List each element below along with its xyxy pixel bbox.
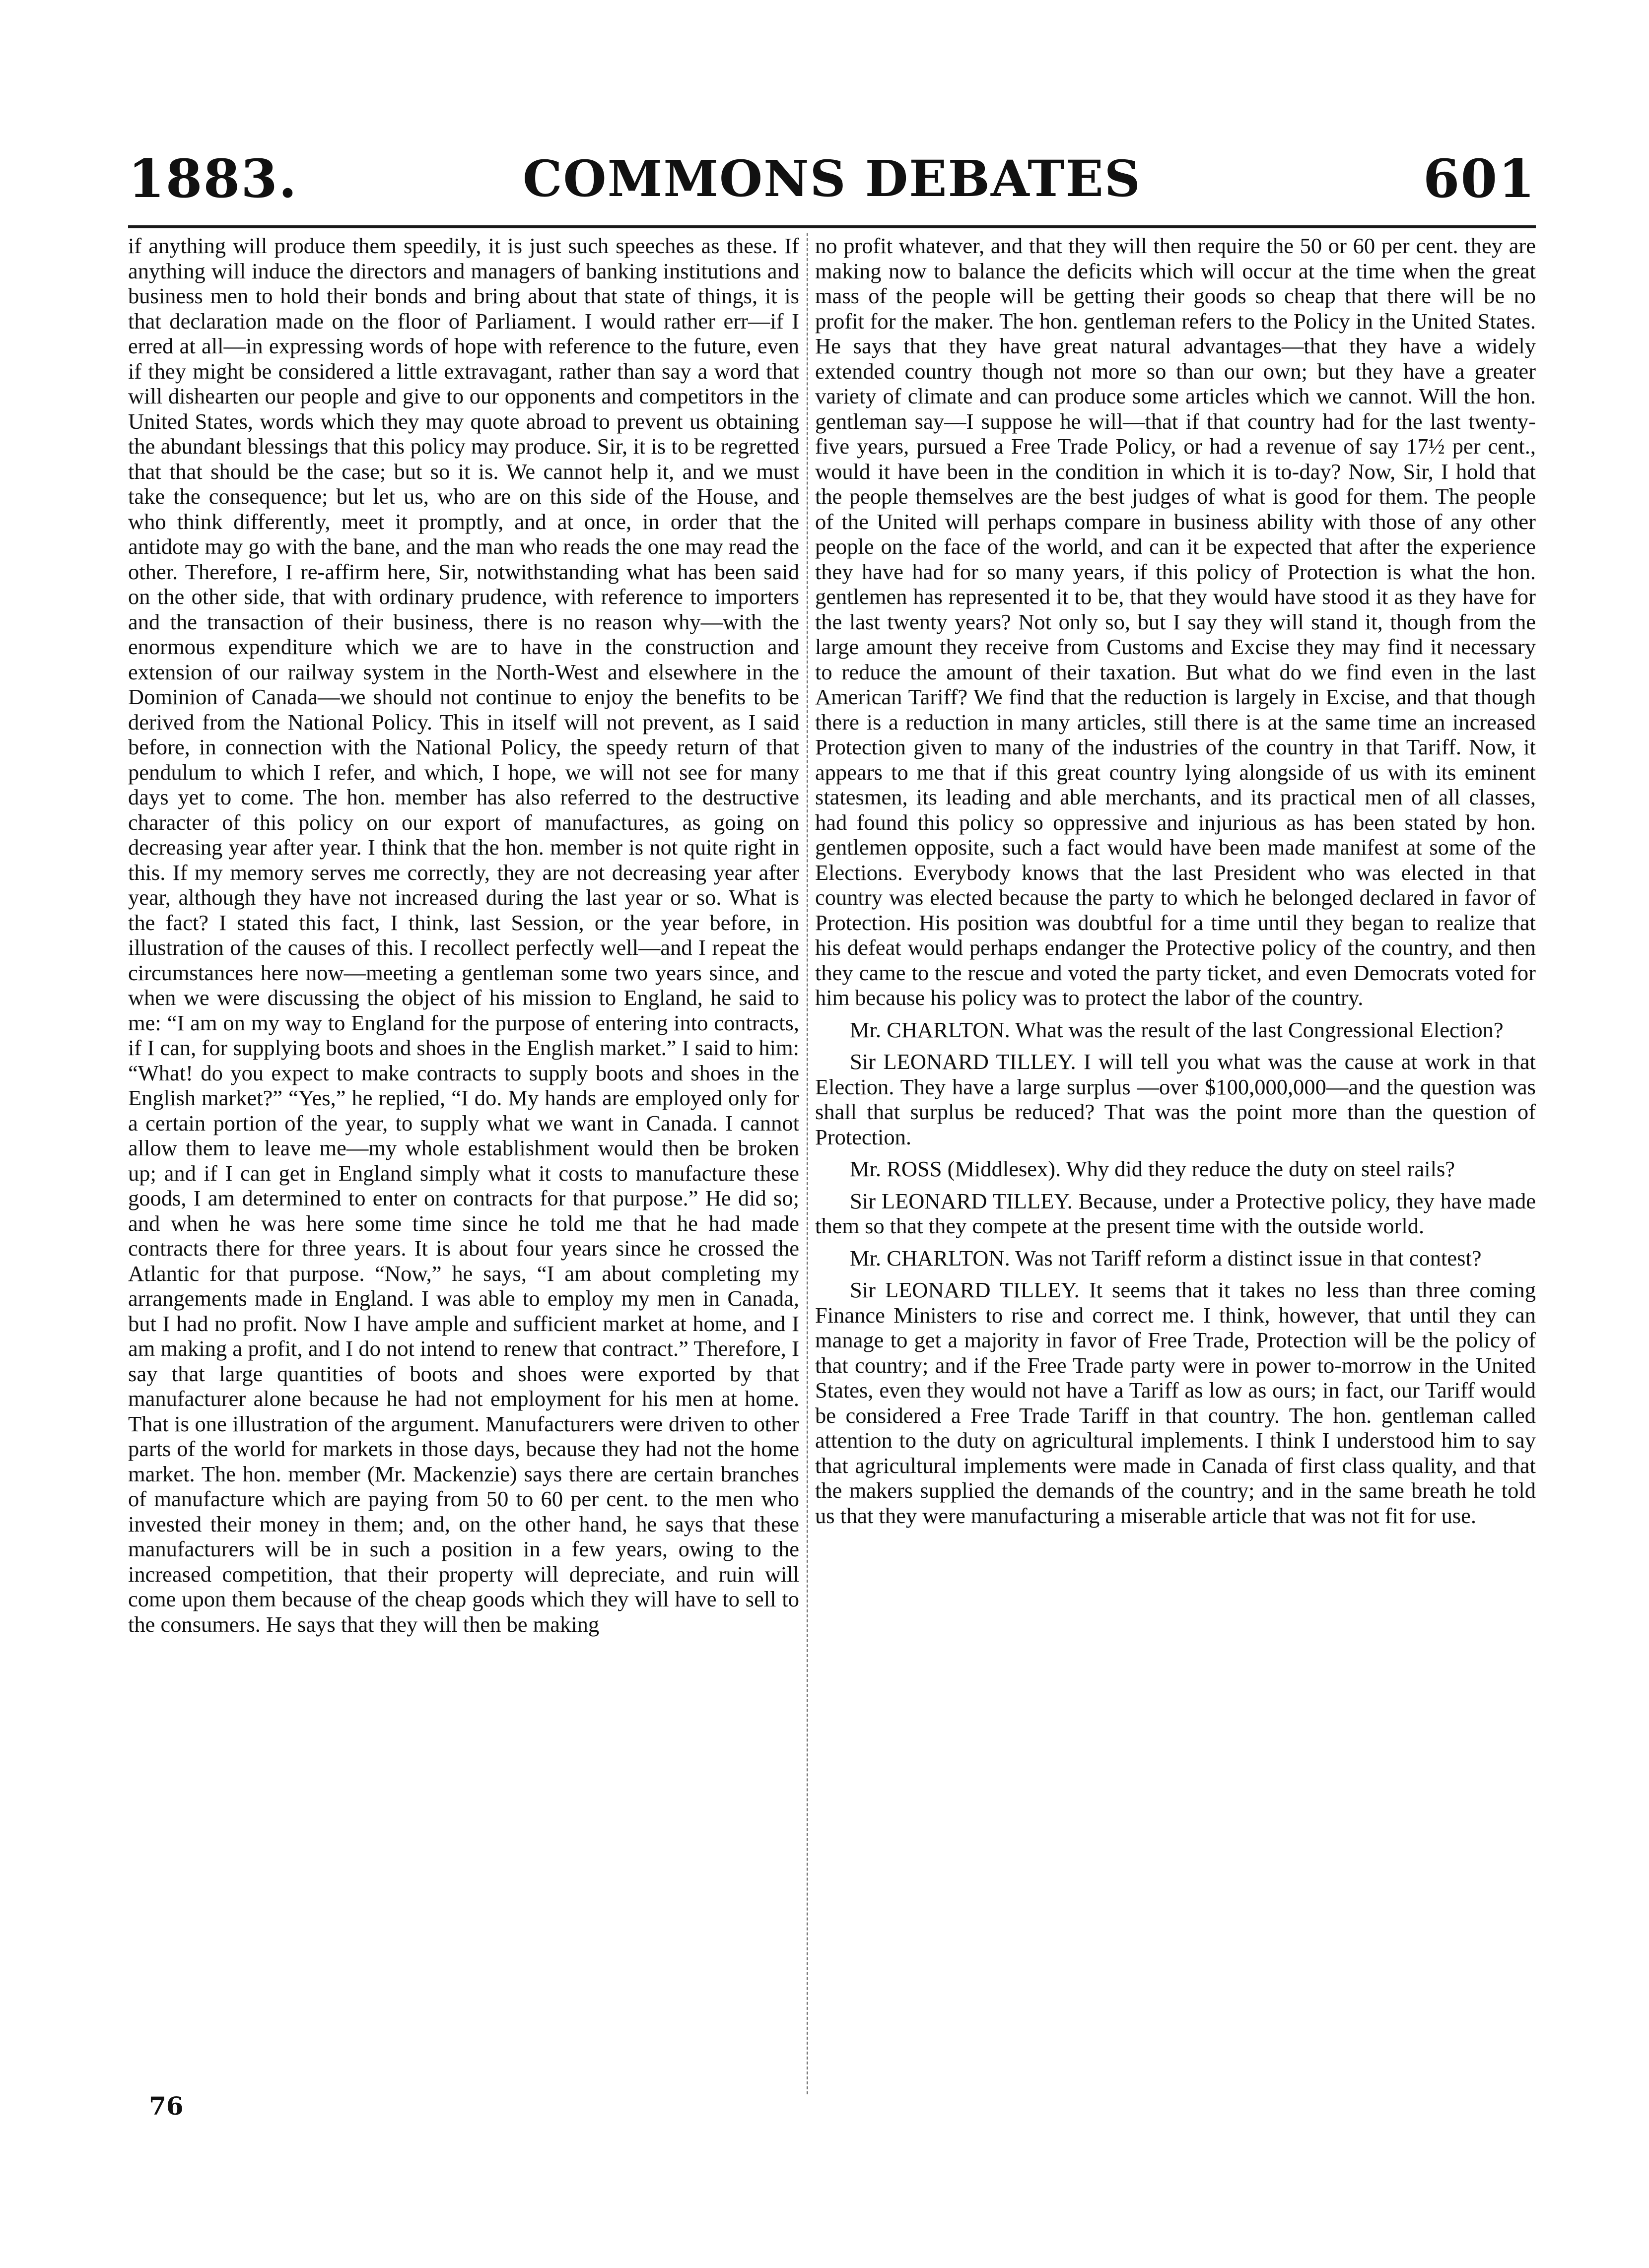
speech-paragraph: Sir LEONARD TILLEY. Because, under a Protective policy, they have made them so that they compete at the present time with the outside world. xyxy=(815,1188,1536,1238)
right-column xyxy=(815,233,1536,1528)
speech-paragraph: Sir LEONARD TILLEY. I will tell you what was the cause at work in that Election. They have a large surplus —over $100,000,000—and the question was shall that surplus be reduced? That was the point more than the question of Protection. xyxy=(815,1049,1536,1149)
signature-mark: 76 xyxy=(149,2091,184,2121)
speech-paragraph: Sir LEONARD TILLEY. It seems that it takes no less than three coming Finance Ministers to rise and correct me. I think, however, that until they can manage to get a majority in favor of Free Trade, Protection will be the policy of that country; and if the Free Trade party were in power to-morrow in the United States, even they would not have a Tariff as low as ours; in fact, our Tariff would be considered a Free Trade Tariff in that country. The hon. gentleman called attention to the duty on agricultural implements. I think I understood him to say that agricultural implements were made in Canada of first class quality, and that the makers supplied the demands of the country; and in the same breath he told us that they were manufacturing a miserable article that was not fit for use. xyxy=(815,1277,1536,1528)
header-rule xyxy=(128,225,1536,228)
header-year: 1883. xyxy=(128,147,298,209)
header-title: COMMONS DEBATES xyxy=(522,149,1142,208)
speech-paragraph: Mr. CHARLTON. What was the result of the last Congressional Election? xyxy=(850,1017,1504,1042)
page-number: 601 xyxy=(1423,147,1536,209)
paragraph: no profit whatever, and that they will then require the 50 or 60 per cent. they are making now to balance the deficits which will occur at the time when the great mass of the people will be getting their goods so cheap that there will be no profit for the maker. The hon. gentleman refers to the Policy in the United States. He says that they have great natural advantages—that they have a widely extended country though not more so than our own; but they have a greater variety of climate and can produce some articles which we cannot. Will the hon. gentleman say—I suppose he will—that if that country had for the last twenty-five years, pursued a Free Trade Policy, or had a revenue of say 17½ per cent., would it have been in the condition in which it is to-day? Now, Sir, I hold that the people themselves are the best judges of what is good for them. The people of the United will perhaps compare in business ability with those of any other people on the face of the world, and can it be expected that after the experience they have had for so many years, if this policy of Protection is what the hon. gentlemen has represented it to be, that they would have stood it as they have for the last twenty years? Not only so, but I say they will stand it, though from the large amount they receive from Customs and Excise they may find it necessary to reduce the amount of their taxation. But what do we find even in the last American Tariff? We find that the reduction is largely in Excise, and that though there is a reduction in many articles, still there is at the same time an increased Protection given to many of the industries of the country in that Tariff. Now, it appears to me that if this great country lying alongside of us with its eminent statesmen, its leading and able merchants, and its practical men of all classes, had found this policy so oppressive and injurious as has been stated by hon. gentlemen opposite, such a fact would have been made manifest at some of the Elections. Everybody knows that the last President who was elected in that country was elected because the party to which he belonged declared in favor of Protection. His position was doubtful for a time until they began to realize that his defeat would perhaps endanger the Protective policy of the country, and then they came to the rescue and voted the party ticket, and even Democrats voted for him because his policy was to protect the labor of the country. xyxy=(815,233,1536,1010)
page-header xyxy=(128,144,1536,223)
paragraph: if anything will produce them speedily, it is just such speeches as these. If anything will induce the directors and managers of banking institutions and business men to hold their bonds and bring about that state of things, it is that declaration made on the floor of Parliament. I would rather err—if I erred at all—in expressing words of hope with reference to the future, even if they might be considered a little extravagant, rather than say a word that will dishearten our people and give to our opponents and competitors in the United States, words which they may quote abroad to prevent us obtaining the abundant blessings that this policy may produce. Sir, it is to be regretted that that should be the case; but so it is. We cannot help it, and we must take the consequence; but let us, who are on this side of the House, and who think differently, meet it promptly, and at once, in order that the antidote may go with the bane, and the man who reads the one may read the other. Therefore, I re-affirm here, Sir, notwithstanding what has been said on the other side, that with ordinary prudence, with reference to importers and the transaction of their business, there is no reason why—with the enormous expenditure which we are to have in the construction and extension of our railway system in the North-West and elsewhere in the Dominion of Canada—we should not continue to enjoy the benefits to be derived from the National Policy. This in itself will not prevent, as I said before, in connection with the National Policy, the speedy return of that pendulum to which I refer, and which, I hope, we will not see for many days yet to come. The hon. member has also referred to the destructive character of this policy on our export of manufactures, as going on decreasing year after year. I think that the hon. member is not quite right in this. If my memory serves me correctly, they are not decreasing year after year, although they have not increased during the last year or so. What is the fact? I stated this fact, I think, last Session, or the year before, in illustration of the causes of this. I recollect perfectly well—and I repeat the circumstances here now—meeting a gentleman some two years since, and when we were discussing the object of his mission to England, he said to me: “I am on my way to England for the purpose of entering into contracts, if I can, for supplying boots and shoes in the English market.” I said to him: “What! do you expect to make contracts to supply boots and shoes in the English market?” “Yes,” he replied, “I do. My hands are employed only for a certain portion of the year, to supply what we want in Canada. I cannot allow them to leave me—my whole establishment would then be broken up; and if I can get in England simply what it costs to manufacture these goods, I am determined to enter on contracts for that purpose.” He did so; and when he was here some time since he told me that he had made contracts there for three years. It is about four years since he crossed the Atlantic for that purpose. “Now,” he says, “I am about completing my arrangements made in England. I was able to employ my men in Canada, but I had no profit. Now I have ample and sufficient market at home, and I am making a profit, and I do not intend to renew that contract.” Therefore, I say that large quantities of boots and shoes were exported by that manufacturer alone because he had not employment for his men at home. That is one illustration of the argument. Manufacturers were driven to other parts of the world for markets in those days, because they had not the home market. The hon. member (Mr. Mackenzie) says there are certain branches of manufacture which are paying from 50 to 60 per cent. to the men who invested their money in them; and, on the other hand, he says that these manufacturers will be in such a position in a few years, owing to the increased competition, that their property will depreciate, and ruin will come upon them because of the cheap goods which they will have to sell to the consumers. He says that they will then be making xyxy=(128,233,799,1637)
speech-paragraph: Mr. ROSS (Middlesex). Why did they reduce the duty on steel rails? xyxy=(850,1156,1455,1181)
left-column xyxy=(128,233,799,1637)
column-divider xyxy=(807,233,808,2094)
speech-paragraph: Mr. CHARLTON. Was not Tariff reform a distinct issue in that contest? xyxy=(850,1245,1482,1270)
